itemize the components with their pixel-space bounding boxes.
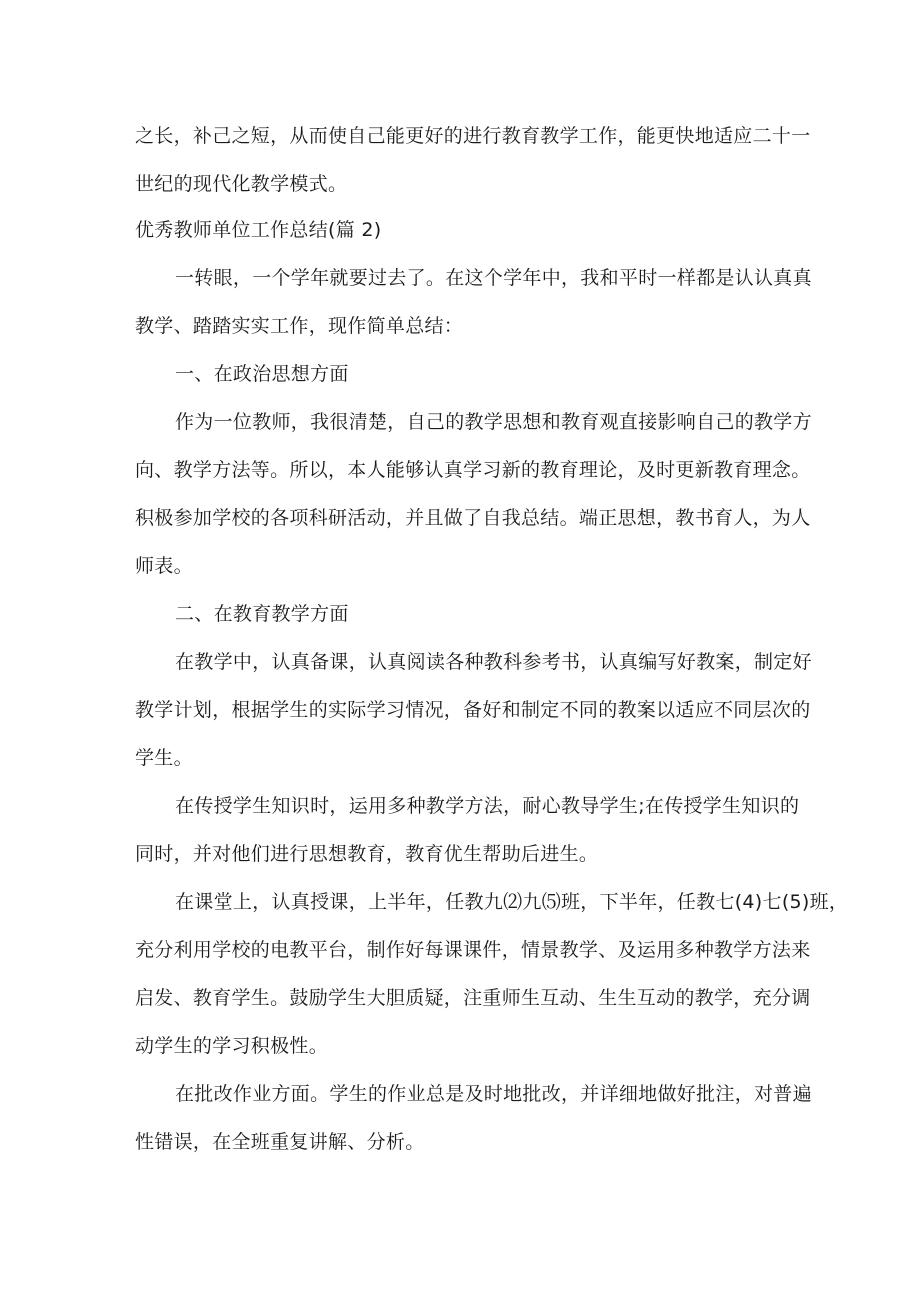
body-text-line: 教学计划，根据学生的实际学习情况，备好和制定不同的教案以适应不同层次的 — [135, 699, 811, 721]
body-text-line: 学生。 — [135, 747, 193, 769]
paragraph-start-line: 在传授学生知识时，运用多种教学方法，耐心教导学生;在传授学生知识的 — [175, 795, 800, 817]
section-heading: 优秀教师单位工作总结(篇 2) — [135, 219, 382, 241]
paragraph-start-line: 在批改作业方面。学生的作业总是及时地批改，并详细地做好批注，对普遍 — [175, 1083, 812, 1105]
body-text-line: 充分利用学校的电教平台，制作好每课课件，情景教学、及运用多种教学方法来 — [135, 939, 811, 961]
paragraph-start-line: 在课堂上，认真授课，上半年，任教九⑵九⑸班，下半年，任教七(4)七(5)班， — [175, 891, 849, 913]
body-text-line: 同时，并对他们进行思想教育，教育优生帮助后进生。 — [135, 843, 599, 865]
body-text-line: 教学、踏踏实实工作，现作简单总结： — [135, 315, 464, 337]
body-text-line: 性错误，在全班重复讲解、分析。 — [135, 1131, 425, 1153]
body-text-line: 向、教学方法等。所以，本人能够认真学习新的教育理论，及时更新教育理念。 — [135, 459, 811, 481]
paragraph-start-line: 一转眼，一个学年就要过去了。在这个学年中，我和平时一样都是认认真真 — [175, 267, 812, 289]
body-text-line: 积极参加学校的各项科研活动，并且做了自我总结。端正思想，教书育人，为人 — [135, 507, 811, 529]
body-text-line: 师表。 — [135, 555, 193, 577]
body-text-line: 世纪的现代化教学模式。 — [135, 173, 348, 195]
paragraph-start-line: 作为一位教师，我很清楚，自己的教学思想和教育观直接影响自己的教学方 — [175, 411, 812, 433]
subsection-heading: 二、在教育教学方面 — [175, 603, 349, 625]
body-text-line: 之长，补己之短，从而使自己能更好的进行教育教学工作，能更快地适应二十一 — [135, 125, 811, 147]
body-text-line: 动学生的学习积极性。 — [135, 1035, 329, 1057]
body-text-line: 启发、教育学生。鼓励学生大胆质疑，注重师生互动、生生互动的教学，充分调 — [135, 987, 811, 1009]
paragraph-start-line: 在教学中，认真备课，认真阅读各种教科参考书，认真编写好教案，制定好 — [175, 651, 812, 673]
subsection-heading: 一、在政治思想方面 — [175, 363, 349, 385]
